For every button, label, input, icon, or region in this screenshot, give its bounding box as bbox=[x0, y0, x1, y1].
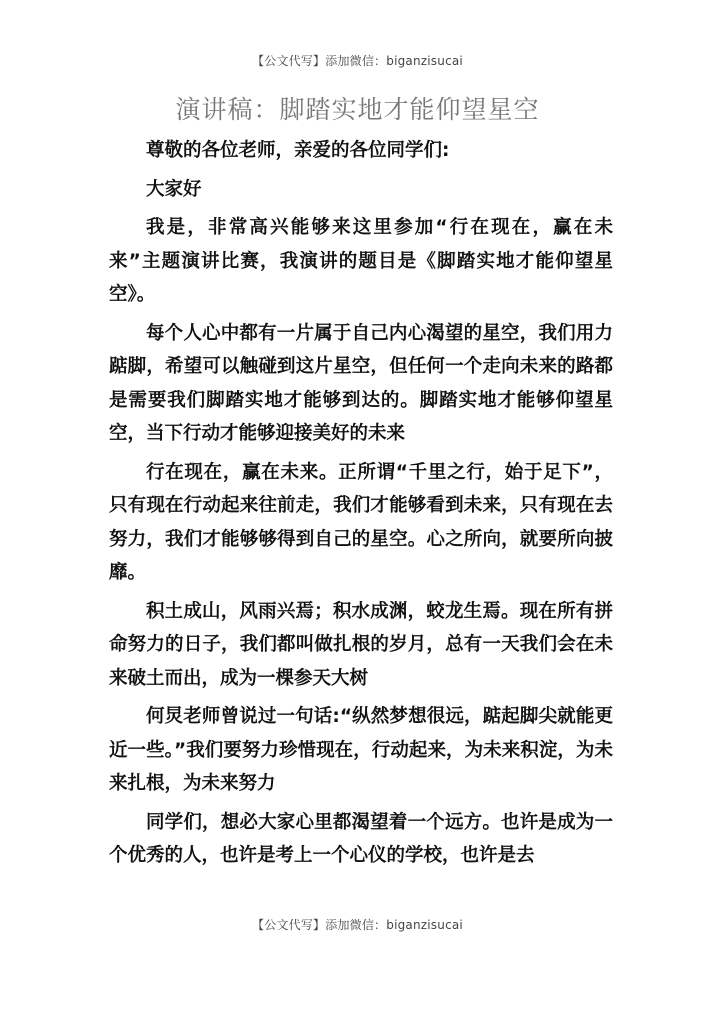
document-body bbox=[109, 134, 613, 878]
paragraph-quote: 何炅老师曾说过一句话:“纵然梦想很远，踮起脚尖就能更近一些。”我们要努力珍惜现在，行动起来，为未来积淀，为未来扎根，为未来努力 bbox=[109, 706, 613, 794]
paragraph-salutation: 尊敬的各位老师，亲爱的各位同学们: bbox=[146, 140, 450, 161]
document-title: 演讲稿：脚踏实地才能仰望星空 bbox=[175, 95, 540, 124]
paragraph-classmates: 同学们，想必大家心里都渴望着一个远方。也许是成为一个优秀的人，也许是考上一个心仪的学校，也许是去 bbox=[109, 811, 613, 866]
paragraph-introduction: 我是，非常高兴能够来这里参加“行在现在，赢在未来”主题演讲比赛，我演讲的题目是《脚踏实地才能仰望星空》。 bbox=[109, 217, 613, 305]
paragraph-starry-sky: 每个人心中都有一片属于自己内心渴望的星空，我们用力踮脚，希望可以触碰到这片星空，但任何一个走向未来的路都是需要我们脚踏实地才能够到达的。脚踏实地才能够仰望星空，当下行动才能够迎接美好的未来 bbox=[109, 322, 613, 444]
paragraph-accumulate: 积土成山，风雨兴焉；积水成渊，蛟龙生焉。现在所有拼命努力的日子，我们都叫做扎根的岁月，总有一天我们会在未来破土而出，成为一棵参天大树 bbox=[109, 600, 613, 689]
paragraph-greeting: 大家好 bbox=[146, 178, 202, 200]
header-watermark-note: 【公文代写】添加微信：biganzisucai bbox=[252, 54, 463, 68]
footer-watermark-note: 【公文代写】添加微信：biganzisucai bbox=[252, 918, 463, 932]
paragraph-act-now: 行在现在，赢在未来。正所谓“千里之行，始于足下”，只有现在行动起来往前走，我们才能够看到未来，只有现在去努力，我们才能够够得到自己的星空。心之所向，就要所向披靡。 bbox=[109, 461, 613, 583]
